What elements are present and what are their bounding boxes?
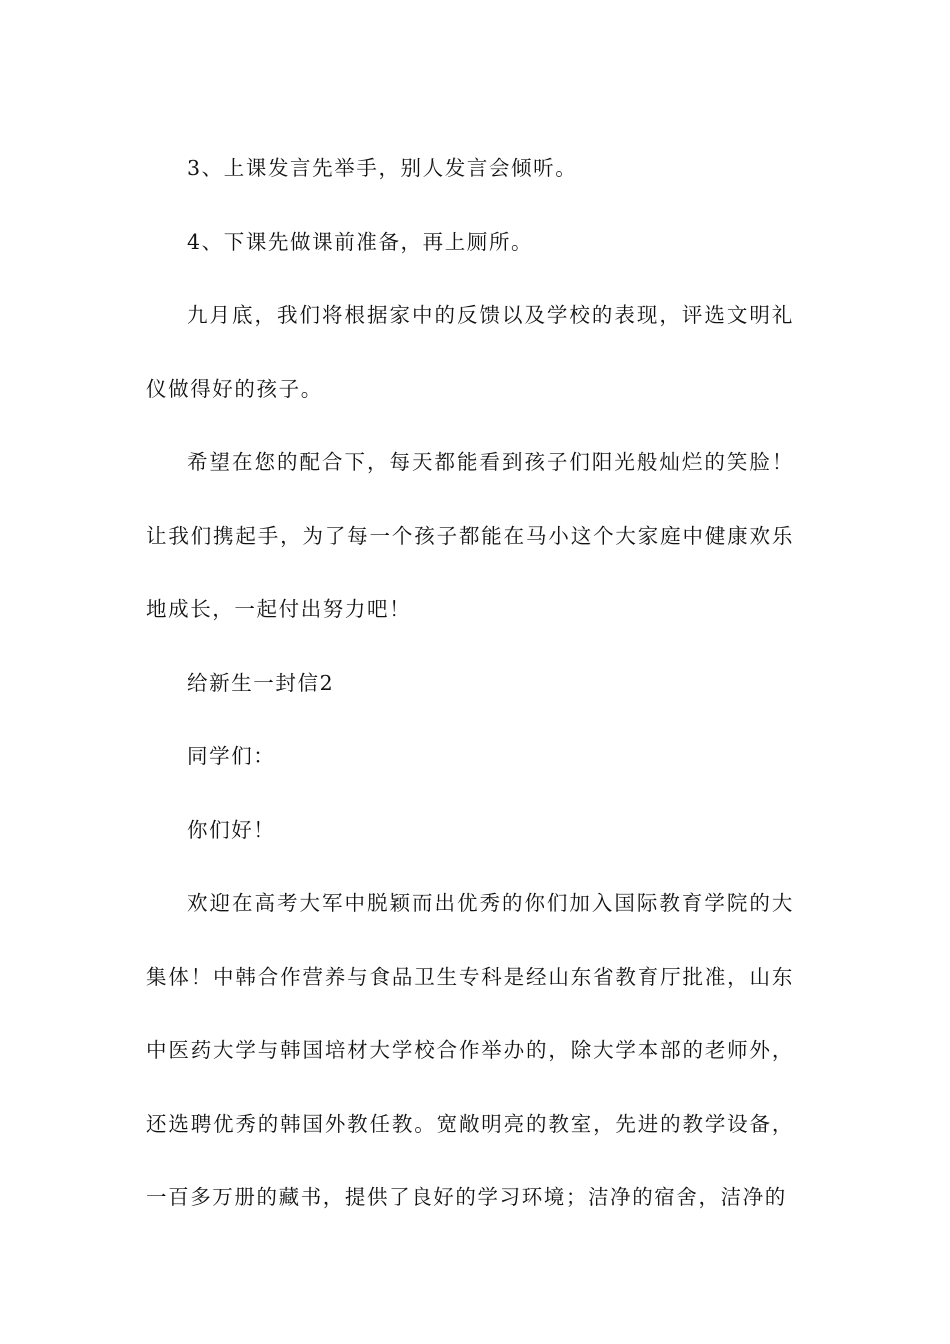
letter-salutation: 同学们： <box>187 744 276 768</box>
paragraph-evaluation: 九月底，我们将根据家中的反馈以及学校的表现，评选文明礼仪做得好的孩子。 <box>146 303 794 401</box>
paragraph-welcome: 欢迎在高考大军中脱颖而出优秀的你们加入国际教育学院的大集体！中韩合作营养与食品卫生专科是经山东省教育厅批准，山东中医药大学与韩国培材大学校合作举办的，除大学本部的老师外，还选聘优秀的韩国外教任教。宽敞明亮的教室，先进的教学设备，一百多万册的藏书，提供了良好的学习环境；洁净的宿舍，洁净的 <box>146 891 794 1209</box>
paragraph-hope: 希望在您的配合下，每天都能看到孩子们阳光般灿烂的笑脸！让我们携起手，为了每一个孩子都能在马小这个大家庭中健康欢乐地成长，一起付出努力吧！ <box>146 450 794 621</box>
letter-title: 给新生一封信2 <box>187 670 335 695</box>
document-body <box>146 132 794 1235</box>
letter-greeting: 你们好！ <box>187 817 276 842</box>
list-item-raise-hand: 3、上课发言先举手，别人发言会倾听。 <box>187 156 578 180</box>
list-item-prepare-class: 4、下课先做课前准备，再上厕所。 <box>187 229 534 254</box>
